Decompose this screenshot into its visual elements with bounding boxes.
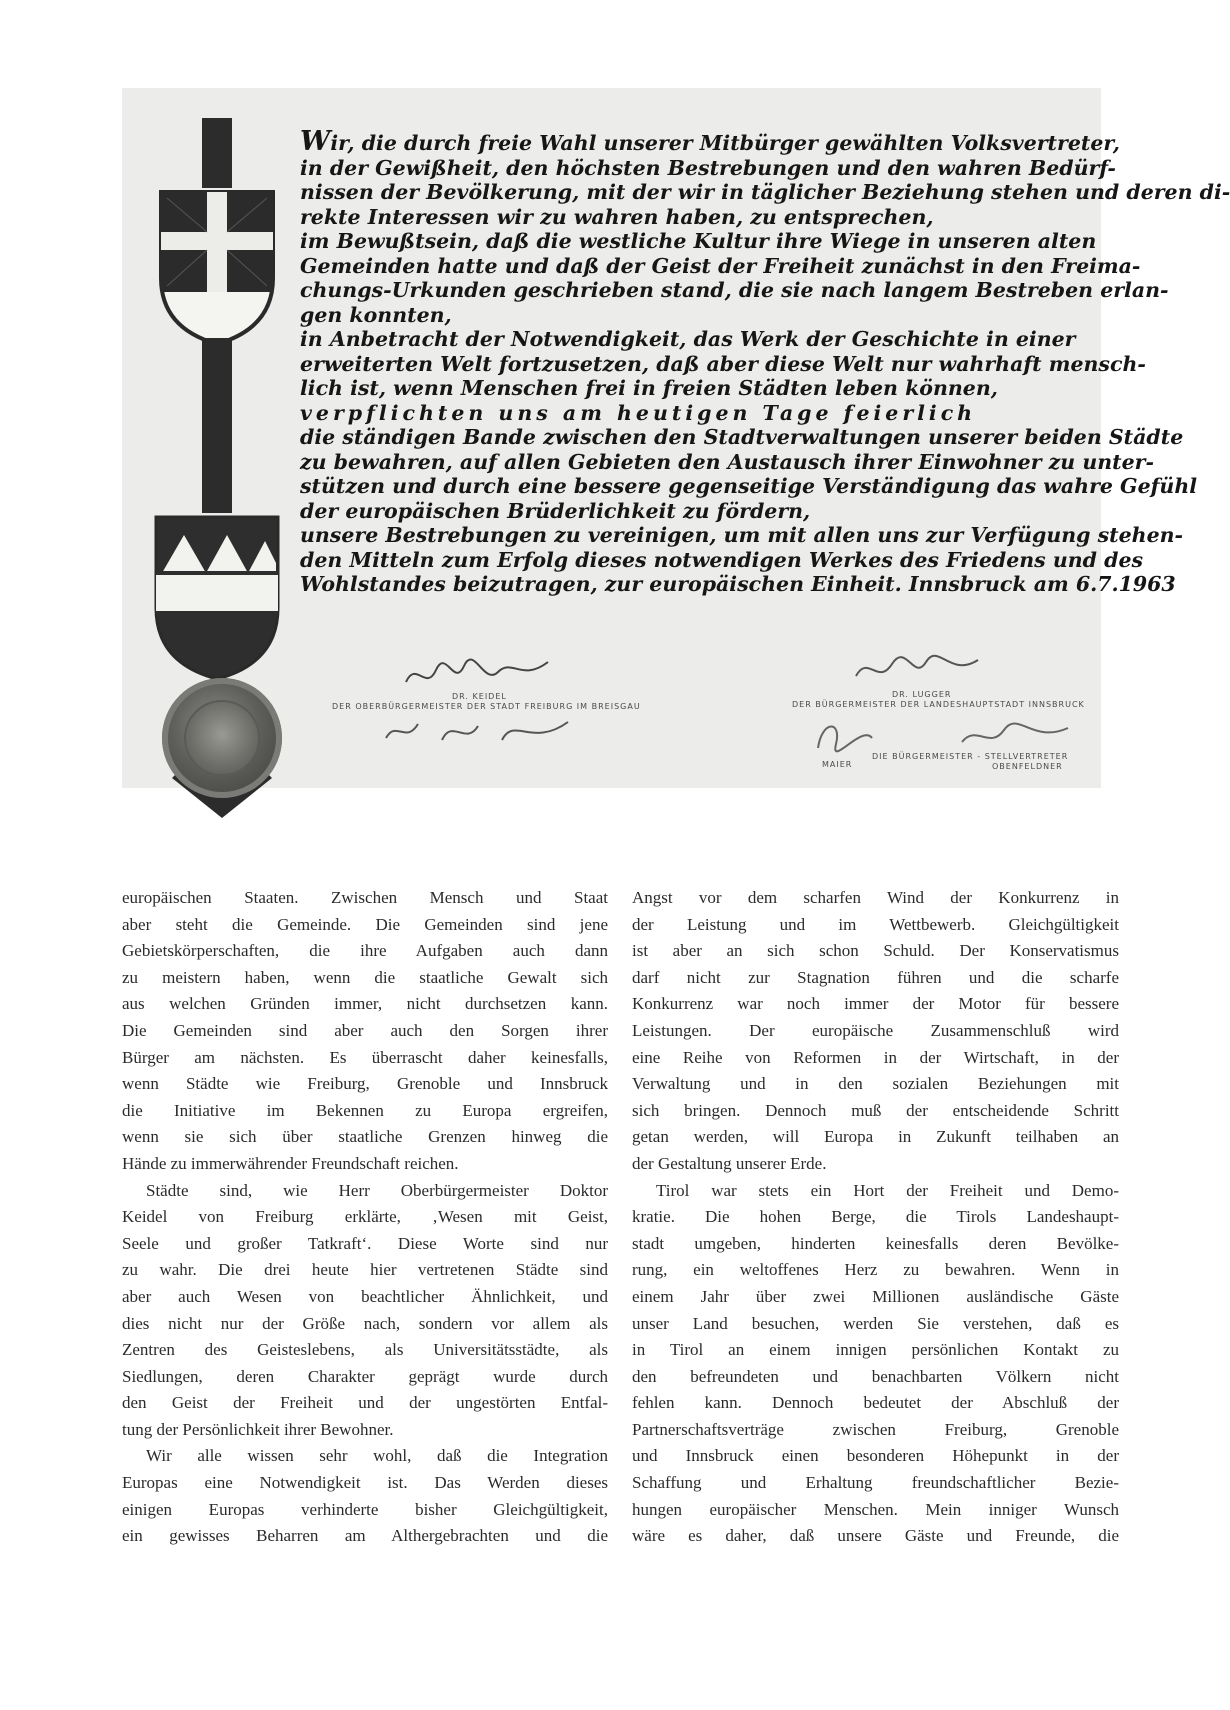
innsbruck-coat-of-arms (152, 513, 282, 683)
article-line: tung der Persönlichkeit ihrer Bewohner. (122, 1419, 394, 1439)
charter-line (300, 278, 1169, 303)
charter-line-text: stützen und durch eine bessere gegenseitige Verständigung das wahre Gefühl (300, 474, 1198, 498)
signature-left-name: DR. KEIDEL (452, 692, 507, 701)
article-line: einem Jahr über zwei Millionen ausländische Gäste (632, 1286, 1119, 1306)
signature-left-title: DER OBERBÜRGERMEISTER DER STADT FREIBURG IM BREISGAU (332, 702, 641, 711)
article-line: Partnerschaftsverträge zwischen Freiburg, Grenoble (632, 1419, 1119, 1439)
article-line: aber steht die Gemeinde. Die Gemeinden sind jene (122, 914, 608, 934)
article-line: der Leistung und im Wettbewerb. Gleichgültigkeit (632, 914, 1119, 934)
charter-line-text: nissen der Bevölkerung, mit der wir in täglicher Beziehung stehen und deren di- (300, 180, 1230, 204)
charter-line-text: erweiterten Welt fortzusetzen, daß aber diese Welt nur wahrhaft mensch- (300, 351, 1146, 376)
charter-line-text: rekte Interessen wir zu wahren haben, zu entsprechen, (300, 204, 934, 229)
signature-deputy-title: DIE BÜRGERMEISTER - STELLVERTRETER (872, 752, 1069, 761)
wax-seal (162, 678, 282, 798)
article-line: der Gestaltung unserer Erde. (632, 1153, 827, 1173)
article-line: einigen Europas verhinderte bisher Gleichgültigkeit, (122, 1499, 608, 1519)
charter-line-text: unsere Bestrebungen zu vereinigen, um mit allen uns zur Verfügung stehen- (300, 523, 1184, 547)
charter-line (300, 229, 1097, 254)
signature-deputies-left (382, 710, 572, 750)
article-line: rung, ein weltoffenes Herz zu bewahren. Wenn in (632, 1260, 1119, 1280)
article-line: fehlen kann. Dennoch bedeutet der Abschluß der (632, 1393, 1119, 1413)
signature-lugger (852, 648, 982, 692)
article-line: getan werden, will Europa in Zukunft teilhaben an (632, 1127, 1119, 1147)
article-line: stadt umgeben, hinderten keinesfalls deren Bevölke- (632, 1233, 1119, 1253)
charter-line (300, 449, 1154, 475)
article-line: Angst vor dem scharfen Wind der Konkurrenz in (632, 888, 1119, 907)
charter-line-text: ir, die durch freie Wahl unserer Mitbürger gewählten Volksvertreter, (330, 131, 1120, 155)
freiburg-coat-of-arms (157, 188, 277, 348)
article-line: ist aber an sich schon Schuld. Der Konservatismus (632, 941, 1119, 961)
article-left-column (122, 885, 608, 1550)
article-line: aus welchen Gründen immer, nicht durchsetzen kann. (122, 994, 608, 1014)
charter-line (300, 303, 1080, 328)
article-line: wenn Städte wie Freiburg, Grenoble und Innsbruck (122, 1074, 608, 1094)
charter-line-text: chungs-Urkunden geschrieben stand, die sie nach langem Bestreben erlan- (300, 278, 1169, 302)
charter-line-text: im Bewußtsein, daß die westliche Kultur ihre Wiege in unseren alten (300, 229, 1097, 253)
article-line: dies nicht nur der Größe nach, sondern vor allem als (122, 1313, 608, 1333)
charter-line (300, 327, 1080, 352)
article-line: europäischen Staaten. Zwischen Mensch und Staat (122, 888, 608, 907)
article-line: in Tirol an einem innigen persönlichen Kontakt zu (632, 1340, 1119, 1360)
charter-line (300, 401, 1080, 426)
article-line: zu wahr. Die drei heute hier vertretenen Städte sind (122, 1260, 608, 1280)
ribbon-top (202, 118, 232, 188)
signature-right-title: DER BÜRGERMEISTER DER LANDESHAUPTSTADT INNSBRUCK (792, 700, 1085, 709)
article-line: hungen europäischer Menschen. Mein inniger Wunsch (632, 1499, 1119, 1519)
article-line: Konkurrenz war noch immer der Motor für bessere (632, 994, 1119, 1014)
ribbon-middle (202, 338, 232, 513)
charter-line-text: in Anbetracht der Notwendigkeit, das Werk der Geschichte in einer (300, 327, 1076, 351)
article-line: wäre es daher, daß unsere Gäste und Freunde, die (632, 1526, 1119, 1546)
article-line: Seele und großer Tatkraft‘. Diese Worte sind nur (122, 1233, 608, 1253)
article-line: sich bringen. Dennoch muß der entscheidende Schritt (632, 1100, 1119, 1120)
charter-line-text: gen konnten, (300, 302, 452, 327)
charter-line-text: die ständigen Bande zwischen den Stadtverwaltungen unserer beiden Städte (300, 425, 1184, 449)
article-line: eine Reihe von Reformen in der Wirtschaft, in der (632, 1047, 1119, 1067)
signature-deputy-left: MAIER (822, 760, 853, 769)
article-line: unser Land besuchen, werden Sie verstehen, daß es (632, 1313, 1119, 1333)
article-line: aber auch Wesen von beachtlicher Ähnlichkeit, und (122, 1286, 608, 1306)
signature-deputy-right: OBENFELDNER (992, 762, 1063, 771)
article-line: Die Gemeinden sind aber auch den Sorgen ihrer (122, 1020, 608, 1040)
article-line: Städte sind, wie Herr Oberbürgermeister Doktor (146, 1180, 608, 1200)
charter-line-text: zu bewahren, auf allen Gebieten den Austausch ihrer Einwohner zu unter- (300, 449, 1154, 474)
article-line: Europas eine Notwendigkeit ist. Das Werden dieses (122, 1473, 608, 1493)
article-line: und Innsbruck einen besonderen Höhepunkt in der (632, 1446, 1119, 1466)
charter-line (300, 523, 1184, 548)
charter-line (300, 180, 1230, 205)
article-line: Siedlungen, deren Charakter geprägt wurde durch (122, 1366, 608, 1386)
charter-line (300, 425, 1184, 450)
charter-line-text: Gemeinden hatte und daß der Geist der Freiheit zunächst in den Freima- (300, 253, 1141, 278)
article-line: Hände zu immerwährender Freundschaft reichen. (122, 1153, 459, 1173)
signature-right-name: DR. LUGGER (892, 690, 952, 699)
charter-line-text: den Mitteln zum Erfolg dieses notwendigen Werkes des Friedens und des (300, 547, 1144, 572)
article-right-column (632, 885, 1119, 1550)
signature-keidel (402, 652, 552, 696)
charter-line (300, 547, 1144, 573)
charter-line (300, 499, 1080, 524)
signature-block (292, 648, 1092, 788)
charter-line (300, 474, 1198, 499)
article-line: kratie. Die hohen Berge, die Tirols Landeshaupt- (632, 1207, 1119, 1227)
article-line: Tirol war stets ein Hort der Freiheit und Demo- (656, 1180, 1119, 1200)
partnership-charter-photo (122, 88, 1230, 788)
article-line: Leistungen. Der europäische Zusammenschluß wird (632, 1020, 1119, 1040)
article-line: Gebietskörperschaften, die ihre Aufgaben auch dann (122, 941, 608, 961)
charter-line-text: in der Gewißheit, den höchsten Bestrebungen und den wahren Bedürf- (300, 155, 1116, 180)
article-line: darf nicht zur Stagnation führen und die scharfe (632, 967, 1119, 987)
charter-line-text: lich ist, wenn Menschen frei in freien Städten leben können, (300, 376, 998, 400)
article-line: die Initiative im Bekennen zu Europa ergreifen, (122, 1100, 608, 1120)
article-line: zu meistern haben, wenn die staatliche Gewalt sich (122, 967, 608, 987)
charter-line-text: Wohlstandes beizutragen, zur europäischen Einheit. Innsbruck am 6.7.1963 (300, 572, 1176, 596)
article-line: Bürger am nächsten. Es überrascht daher keinesfalls, (122, 1047, 608, 1067)
charter-line-text: verpflichten uns am heutigen Tage feierlich (300, 400, 977, 425)
article-line: Zentren des Geisteslebens, als Universitätsstädte, als (122, 1340, 608, 1360)
article-line: den befreundeten und benachbarten Völkern nicht (632, 1366, 1119, 1386)
charter-line (300, 351, 1146, 377)
article-line: Verwaltung und in den sozialen Beziehungen mit (632, 1074, 1119, 1094)
charter-line (300, 126, 1120, 157)
charter-line-text: der europäischen Brüderlichkeit zu fördern, (300, 498, 811, 523)
charter-line (300, 376, 1080, 401)
article-line: Keidel von Freiburg erklärte, ‚Wesen mit Geist, (122, 1207, 608, 1227)
article-line: den Geist der Freiheit und der ungestörten Entfal- (122, 1393, 608, 1413)
charter-line (300, 155, 1116, 181)
charter-line (300, 205, 1080, 230)
charter-initial: W (300, 126, 331, 157)
article-line: wenn sie sich über staatliche Grenzen hinweg die (122, 1127, 608, 1147)
charter-text (300, 126, 1230, 690)
charter-line (300, 253, 1141, 279)
article-line: ein gewisses Beharren am Althergebrachten und die (122, 1526, 608, 1546)
charter-line (300, 572, 1176, 597)
seal-emblem (184, 700, 260, 776)
article-line: Wir alle wissen sehr wohl, daß die Integration (146, 1446, 608, 1466)
article-line: Schaffung und Erhaltung freundschaftlicher Bezie- (632, 1473, 1119, 1493)
